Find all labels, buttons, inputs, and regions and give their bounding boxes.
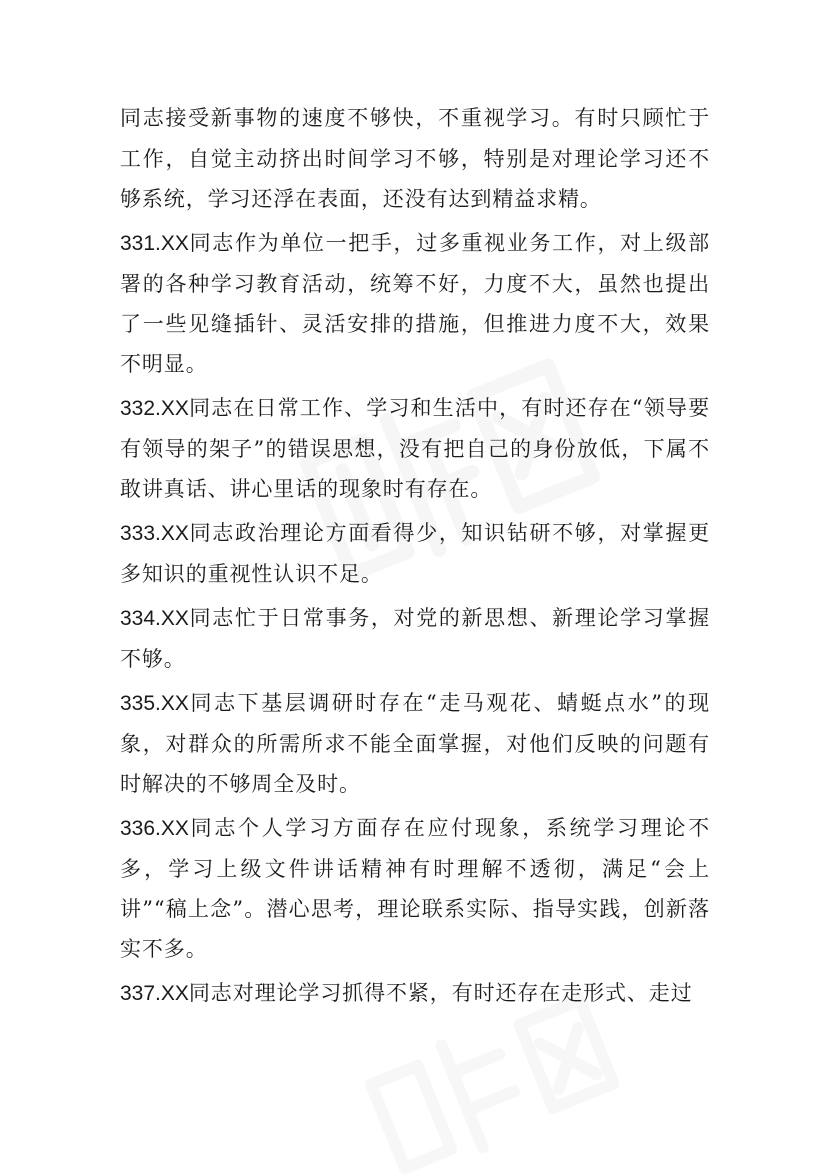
paragraph-text: 同志在日常工作、学习和生活中，有时还存在“领导要有领导的架子”的错误思想，没有把自己的身份放低，下属不敢讲真话、讲心里话的现象时有存在。 [120,396,710,501]
paragraph-text: 同志接受新事物的速度不够快，不重视学习。有时只顾忙于工作，自觉主动挤出时间学习不够，特别是对理论学习还不够系统，学习还浮在表面，还没有达到精益求精。 [120,106,710,211]
paragraph-333 [120,513,710,594]
paragraph-text: 同志政治理论方面看得少，知识钻研不够，对掌握更多知识的重视性认识不足。 [120,521,710,586]
paragraph-331 [120,223,710,384]
item-number: 337.XX [120,982,189,1005]
paragraph-text: 同志对理论学习抓得不紧，有时还存在走形式、走过 [188,981,693,1005]
paragraph-334 [120,598,710,679]
paragraph-332 [120,388,710,509]
item-number: 336.XX [120,817,189,840]
item-number: 331.XX [120,232,189,255]
item-number: 333.XX [120,522,189,545]
paragraph-text: 同志作为单位一把手，过多重视业务工作，对上级部署的各种学习教育活动，统筹不好，力度不大，虽然也提出了一些见缝插针、灵活安排的措施，但推进力度不大，效果不明显。 [120,231,710,376]
item-number: 334.XX [120,607,189,630]
paragraph-1 [120,98,710,219]
paragraph-335 [120,683,710,804]
paragraph-text: 同志个人学习方面存在应付现象，系统学习理论不多，学习上级文件讲话精神有时理解不透彻，满足“会上讲”“稿上念”。潜心思考，理论联系实际、指导实践，创新落实不多。 [120,816,710,961]
paragraph-text: 同志忙于日常事务，对党的新思想、新理论学习掌握不够。 [120,606,710,671]
paragraph-336 [120,808,710,969]
document-body [120,98,710,1018]
paragraph-337 [120,973,710,1014]
item-number: 332.XX [120,397,189,420]
item-number: 335.XX [120,692,189,715]
paragraph-text: 同志下基层调研时存在“走马观花、蜻蜓点水”的现象，对群众的所需所求不能全面掌握，对他们反映的问题有时解决的不够周全及时。 [120,691,710,796]
